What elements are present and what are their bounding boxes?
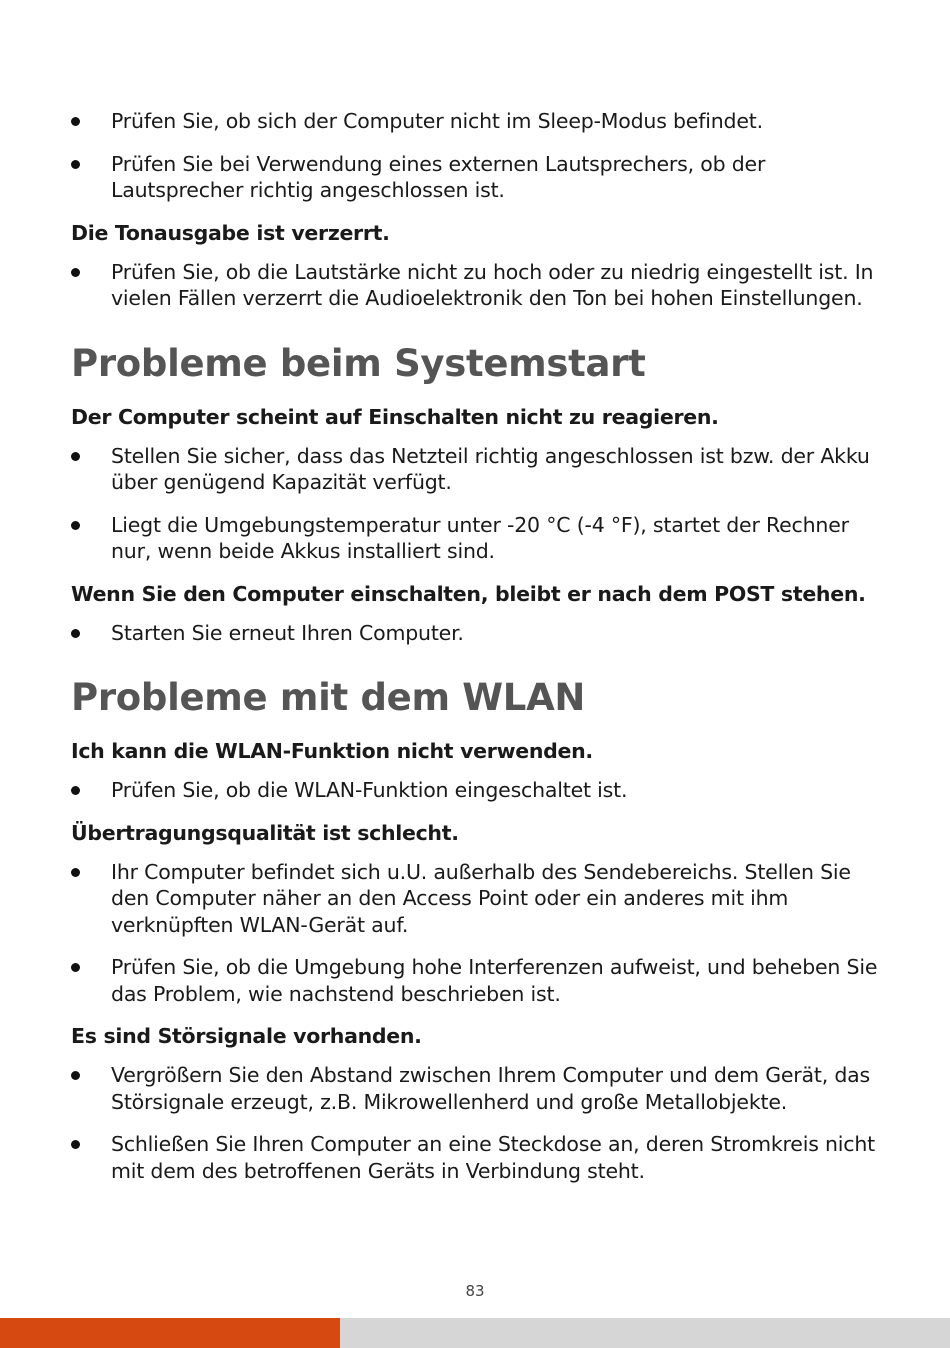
list-item xyxy=(71,443,886,496)
subheading: Es sind Störsignale vorhanden. xyxy=(71,1024,422,1048)
subheading: Wenn Sie den Computer einschalten, bleibt er nach dem POST stehen. xyxy=(71,581,866,606)
list-item xyxy=(71,859,886,939)
footer-accent-bar xyxy=(0,1318,340,1348)
bullet-icon xyxy=(71,117,80,126)
list-item xyxy=(71,259,886,312)
list-item-text: Prüfen Sie, ob sich der Computer nicht im Sleep-Modus befindet. xyxy=(111,109,763,133)
list-item xyxy=(71,1062,886,1115)
bullet-icon xyxy=(71,963,80,972)
list-item xyxy=(71,620,886,647)
bullet-icon xyxy=(71,786,80,795)
list-item-text: Prüfen Sie bei Verwendung eines externen Lautsprechers, ob der Lautsprecher richtig angeschlossen ist. xyxy=(111,151,766,202)
list-item-text: Prüfen Sie, ob die Lautstärke nicht zu hoch oder zu niedrig eingestellt ist. In vielen Fällen verzerrt die Audioelektronik den Ton bei hohen Einstellungen. xyxy=(111,259,874,310)
bullet-icon xyxy=(71,868,80,877)
bullet-icon xyxy=(71,521,80,530)
subheading: Ich kann die WLAN-Funktion nicht verwenden. xyxy=(71,739,593,763)
list-item xyxy=(71,954,886,1007)
bullet-icon xyxy=(71,629,80,638)
list-item-text: Starten Sie erneut Ihren Computer. xyxy=(111,620,464,645)
list-item xyxy=(71,512,886,565)
list-item-text: Ihr Computer befindet sich u.U. außerhalb des Sendebereichs. Stellen Sie den Computer näher an den Access Point oder ein anderes mit ihm verknüpften WLAN-Gerät auf. xyxy=(111,859,851,937)
subheading: Übertragungsqualität ist schlecht. xyxy=(71,820,459,845)
bullet-icon xyxy=(71,160,80,169)
bullet-icon xyxy=(71,452,80,461)
section-title: Probleme beim Systemstart xyxy=(71,341,646,385)
list-item xyxy=(71,1131,886,1184)
footer-bar xyxy=(340,1318,950,1348)
list-item-text: Prüfen Sie, ob die Umgebung hohe Interferenzen aufweist, und beheben Sie das Problem, wie nachstend beschrieben ist. xyxy=(111,955,878,1006)
list-item xyxy=(71,777,886,804)
subheading: Die Tonausgabe ist verzerrt. xyxy=(71,220,390,245)
bullet-icon xyxy=(71,268,80,277)
section-title: Probleme mit dem WLAN xyxy=(71,676,586,719)
list-item xyxy=(71,108,886,135)
list-item-text: Schließen Sie Ihren Computer an eine Steckdose an, deren Stromkreis nicht mit dem des betroffenen Geräts in Verbindung steht. xyxy=(111,1132,875,1183)
page-content xyxy=(71,108,886,1200)
list-item xyxy=(71,151,886,204)
list-item-text: Prüfen Sie, ob die WLAN-Funktion eingeschaltet ist. xyxy=(111,778,628,802)
list-item-text: Stellen Sie sicher, dass das Netzteil richtig angeschlossen ist bzw. der Akku über genügend Kapazität verfügt. xyxy=(111,443,870,494)
subheading: Der Computer scheint auf Einschalten nicht zu reagieren. xyxy=(71,404,719,429)
list-item-text: Vergrößern Sie den Abstand zwischen Ihrem Computer und dem Gerät, das Störsignale erzeugt, z.B. Mikrowellenherd und große Metallobjekte. xyxy=(111,1063,871,1114)
bullet-icon xyxy=(71,1071,80,1080)
bullet-icon xyxy=(71,1140,80,1149)
page-number: 83 xyxy=(465,1282,485,1300)
list-item-text: Liegt die Umgebungstemperatur unter -20 °C (-4 °F), startet der Rechner nur, wenn beide Akkus installiert sind. xyxy=(111,512,849,563)
